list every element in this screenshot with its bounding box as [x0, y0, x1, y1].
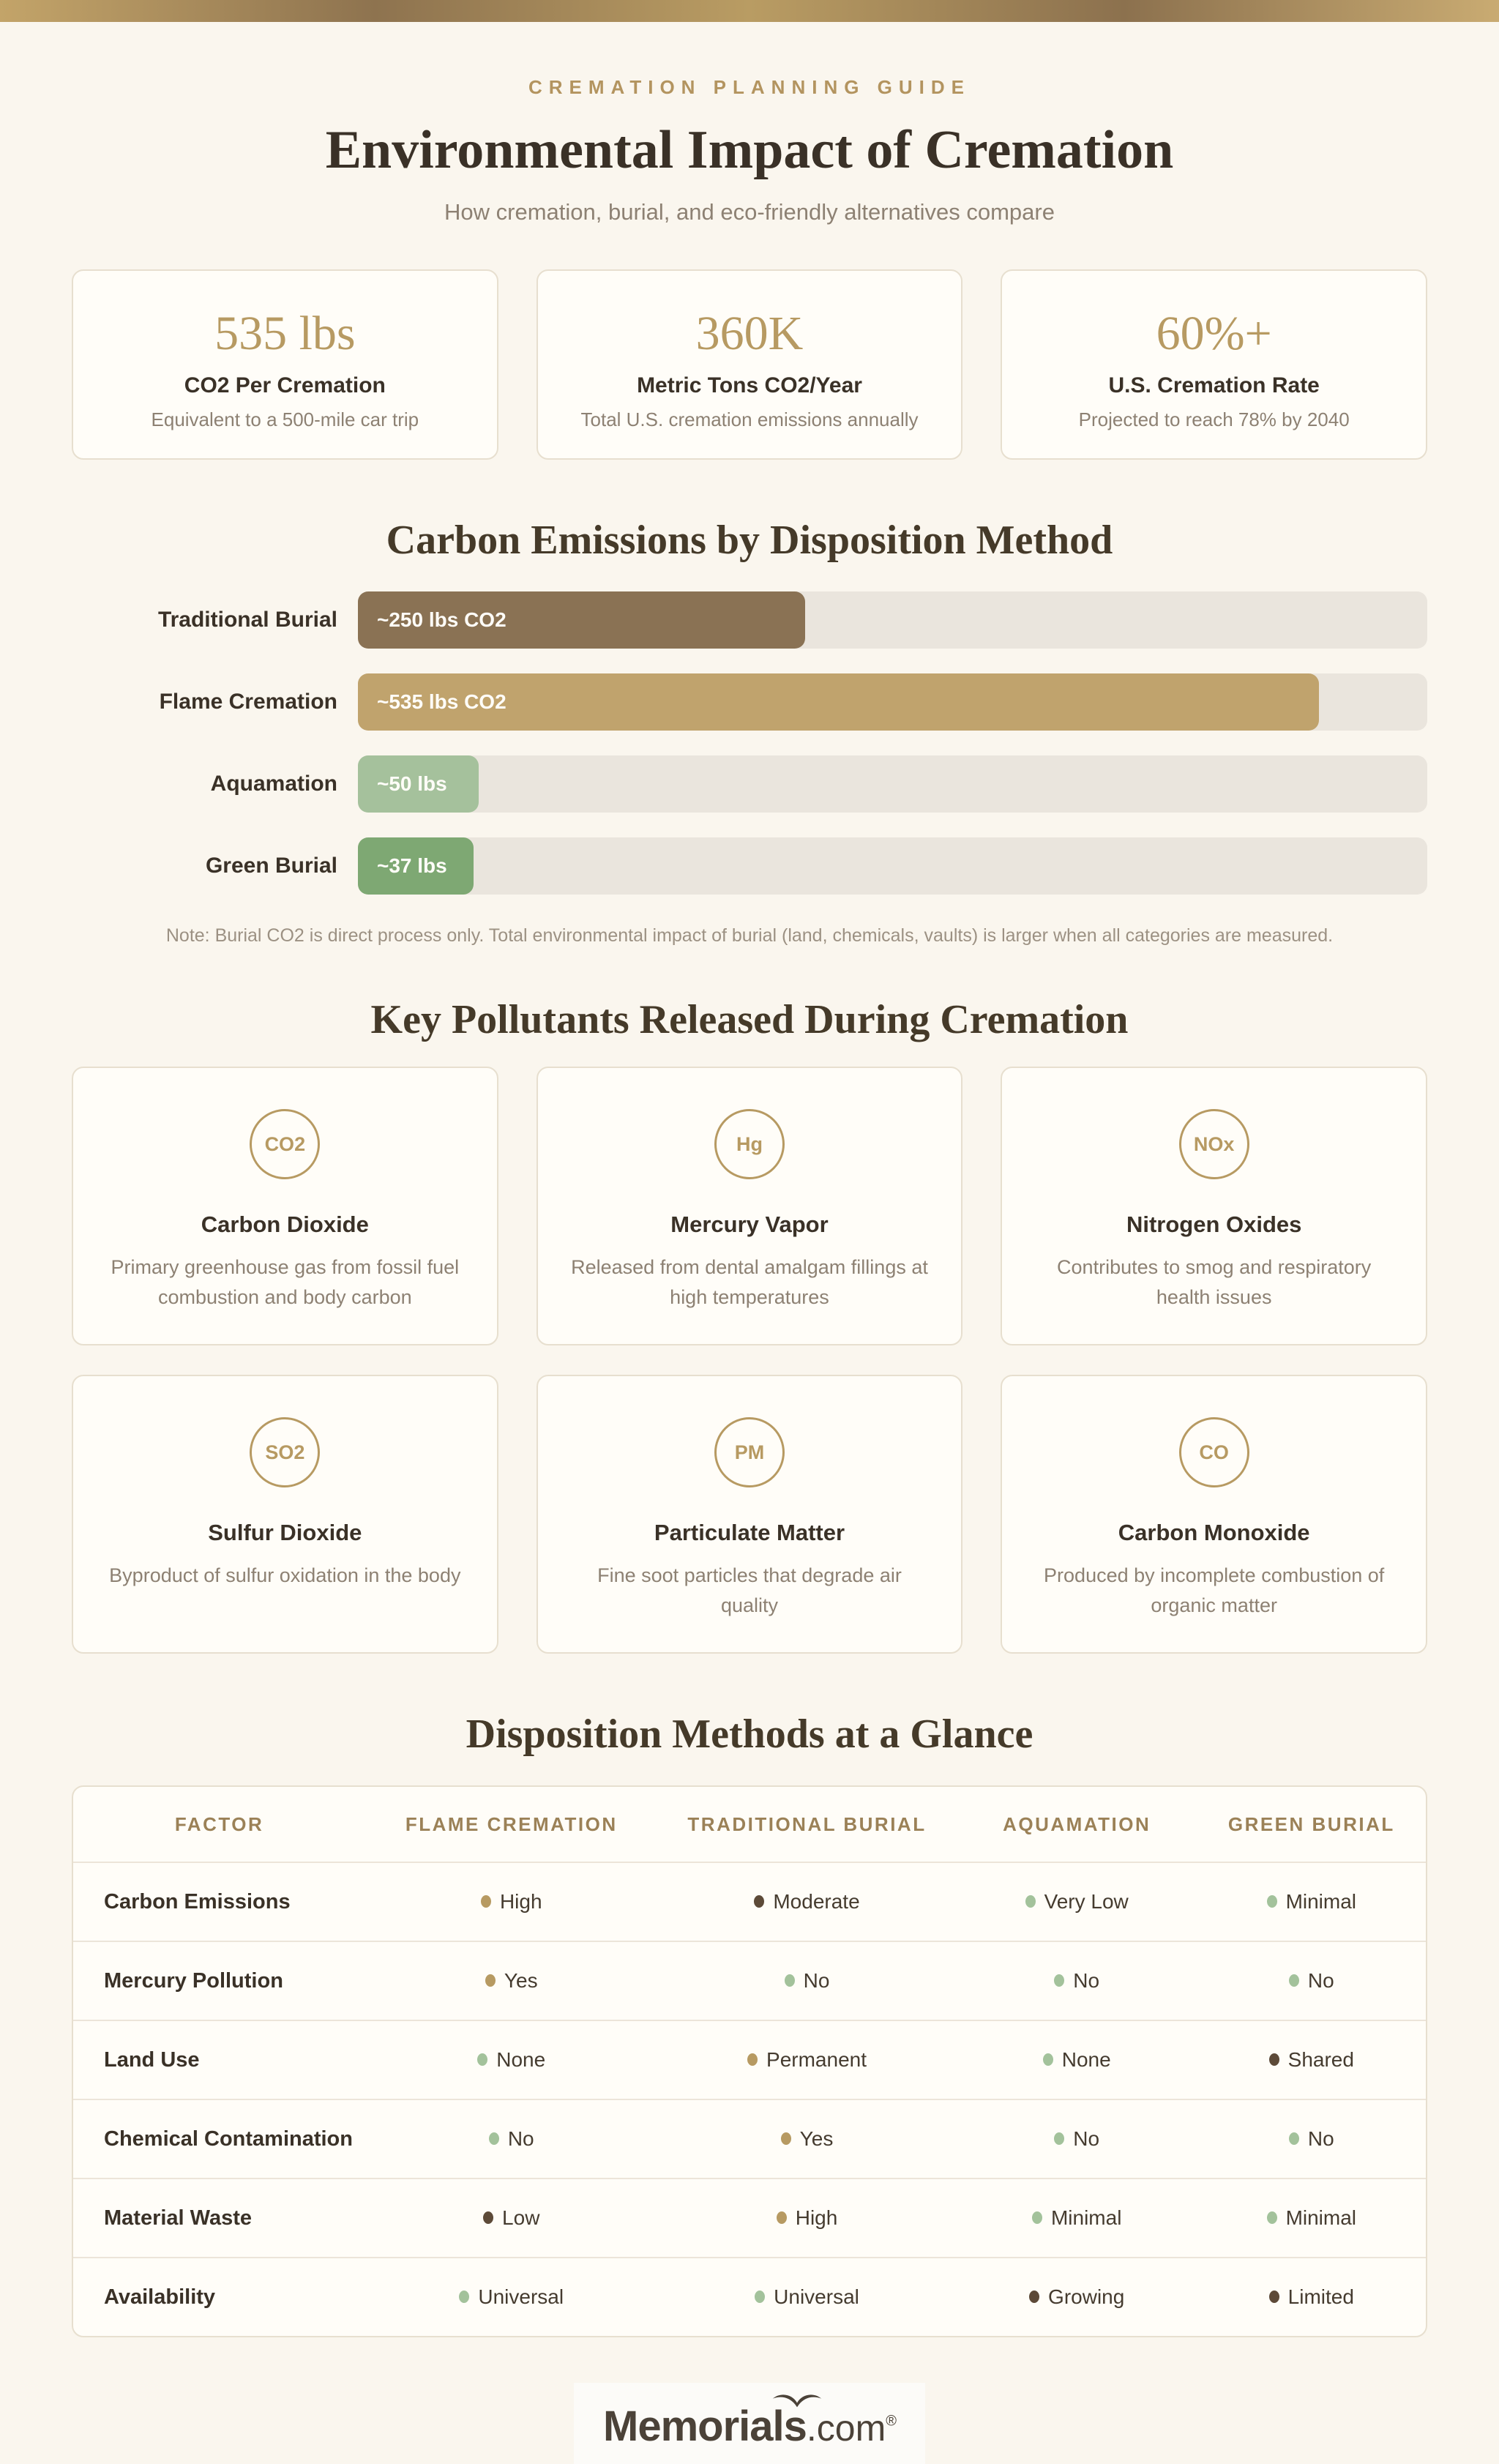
chart-bar-value: ~250 lbs CO2: [377, 608, 506, 631]
status-dot-icon: [1054, 1974, 1064, 1987]
stat-label: U.S. Cremation Rate: [1108, 373, 1320, 397]
table-section-title: Disposition Methods at a Glance: [466, 1711, 1033, 1757]
pollutant-badge-icon: CO: [1179, 1417, 1249, 1487]
chart-bar-value: ~50 lbs: [377, 772, 447, 795]
status-dot-icon: [1269, 2053, 1279, 2066]
table-row: [73, 1941, 1426, 2020]
table-value-cell: [657, 2048, 956, 2072]
status-dot-icon: [477, 2053, 487, 2066]
table-cell-text: No: [1073, 2127, 1100, 2150]
table-value-cell: [657, 2206, 956, 2230]
chart-bar: [358, 755, 479, 813]
chart-category-label: Green Burial: [205, 854, 337, 878]
pollutant-badge-icon: SO2: [250, 1417, 320, 1487]
table-value-cell: [657, 1969, 956, 1993]
pollutant-card: [72, 1375, 498, 1654]
kicker: CREMATION PLANNING GUIDE: [528, 76, 971, 98]
stat-subtext: Projected to reach 78% by 2040: [1078, 408, 1350, 430]
status-dot-icon: [1054, 2132, 1064, 2145]
stat-card: [1001, 269, 1427, 460]
status-dot-icon: [481, 1895, 491, 1908]
stat-label: CO2 Per Cremation: [184, 373, 386, 397]
table-cell-text: High: [499, 1890, 542, 1913]
pollutant-card: [72, 1067, 498, 1345]
chart-row: [72, 755, 1427, 813]
pollutant-card: [537, 1067, 963, 1345]
emissions-bar-chart: [72, 591, 1427, 895]
table-column-header: FLAME CREMATION: [405, 1812, 618, 1835]
pollutant-badge-icon: NOx: [1179, 1109, 1249, 1179]
stat-subtext: Total U.S. cremation emissions annually: [580, 408, 919, 430]
table-cell-text: Universal: [478, 2285, 564, 2308]
table-cell-text: Very Low: [1044, 1890, 1129, 1913]
chart-bar-track: [358, 591, 1427, 649]
table-value-cell: [365, 2206, 657, 2230]
pollutant-name: Carbon Monoxide: [1118, 1520, 1310, 1545]
status-dot-icon: [1289, 2132, 1299, 2145]
table-factor-cell: Land Use: [104, 2047, 200, 2072]
table-cell-text: Shared: [1287, 2048, 1354, 2071]
status-dot-icon: [489, 2132, 499, 2145]
chart-row: [72, 837, 1427, 895]
table-factor-cell: Mercury Pollution: [104, 1968, 283, 1993]
table-value-cell: [365, 2285, 657, 2309]
pollutant-card: [1001, 1375, 1427, 1654]
table-value-cell: [657, 2285, 956, 2309]
pollutant-name: Mercury Vapor: [670, 1212, 829, 1237]
comparison-table: [72, 1785, 1427, 2337]
pollutants-section-title: Key Pollutants Released During Cremation: [370, 997, 1129, 1042]
table-value-cell: [1197, 2285, 1426, 2309]
table-value-cell: [1197, 2206, 1426, 2230]
status-dot-icon: [1032, 2211, 1042, 2224]
pollutant-description: Primary greenhouse gas from fossil fuel combustion and body carbon: [111, 1256, 460, 1308]
logo-suffix-text: .com: [806, 2408, 886, 2449]
table-row: [73, 1862, 1426, 1941]
table-value-cell: [957, 2048, 1197, 2072]
status-dot-icon: [1269, 2291, 1279, 2303]
status-dot-icon: [777, 2211, 787, 2224]
status-dot-icon: [1289, 1974, 1299, 1987]
table-value-cell: [365, 2048, 657, 2072]
chart-row: [72, 673, 1427, 731]
table-cell-text: Permanent: [766, 2048, 867, 2071]
pollutant-name: Particulate Matter: [654, 1520, 845, 1545]
table-factor-cell: Carbon Emissions: [104, 1889, 291, 1914]
pollutant-name: Nitrogen Oxides: [1126, 1212, 1302, 1237]
table-cell-text: High: [795, 2206, 838, 2229]
chart-bar: [358, 591, 805, 649]
status-dot-icon: [483, 2211, 493, 2224]
stat-subtext: Equivalent to a 500-mile car trip: [151, 408, 419, 430]
table-row: [73, 2178, 1426, 2257]
table-value-cell: [957, 2127, 1197, 2151]
stat-value: 360K: [695, 307, 804, 360]
pollutant-card: [537, 1375, 963, 1654]
pollutant-description: Fine soot particles that degrade air quality: [597, 1564, 902, 1616]
table-row: [73, 2257, 1426, 2336]
pollutant-description: Released from dental amalgam fillings at high temperatures: [571, 1256, 928, 1308]
stat-cards: [72, 269, 1427, 460]
table-column-header: TRADITIONAL BURIAL: [687, 1812, 927, 1835]
table-row: [73, 2099, 1426, 2178]
chart-bar-track: [358, 755, 1427, 813]
chart-bar: [358, 673, 1319, 731]
pollutant-badge-icon: PM: [714, 1417, 785, 1487]
table-value-cell: [1197, 1890, 1426, 1914]
footer: [72, 2383, 1427, 2464]
table-value-cell: [365, 1890, 657, 1914]
table-cell-text: None: [1061, 2048, 1111, 2071]
table-cell-text: No: [1073, 1969, 1100, 1992]
page-title: Environmental Impact of Cremation: [325, 120, 1174, 180]
bird-icon: [770, 2390, 824, 2411]
chart-bar: [358, 837, 474, 895]
table-cell-text: Limited: [1287, 2285, 1354, 2308]
pollutant-cards: [72, 1067, 1427, 1654]
status-dot-icon: [1043, 2053, 1053, 2066]
status-dot-icon: [459, 2291, 469, 2303]
table-cell-text: Minimal: [1285, 2206, 1357, 2229]
status-dot-icon: [747, 2053, 758, 2066]
table-factor-cell: Material Waste: [104, 2206, 252, 2230]
table-cell-text: No: [507, 2127, 534, 2150]
stat-card: [72, 269, 498, 460]
status-dot-icon: [755, 2291, 765, 2303]
pollutant-badge-icon: CO2: [250, 1109, 320, 1179]
pollutant-card: [1001, 1067, 1427, 1345]
table-value-cell: [365, 1969, 657, 1993]
table-cell-text: None: [496, 2048, 546, 2071]
table-value-cell: [957, 2206, 1197, 2230]
stat-value: 60%+: [1156, 307, 1272, 360]
pollutant-description: Produced by incomplete combustion of organic matter: [1044, 1564, 1385, 1616]
table-cell-text: Yes: [799, 2127, 834, 2150]
status-dot-icon: [785, 1974, 795, 1987]
table-cell-text: No: [1307, 1969, 1334, 1992]
chart-bar-track: [358, 673, 1427, 731]
brand-logo: [574, 2383, 925, 2464]
pollutant-description: Contributes to smog and respiratory health issues: [1057, 1256, 1372, 1308]
status-dot-icon: [781, 2132, 791, 2145]
logo-main-text: Memorials: [603, 2403, 807, 2450]
page-subtitle: How cremation, burial, and eco-friendly alternatives compare: [444, 199, 1055, 225]
table-value-cell: [1197, 1969, 1426, 1993]
chart-bar-track: [358, 837, 1427, 895]
status-dot-icon: [754, 1895, 764, 1908]
brand-gradient-bar: [0, 0, 1499, 22]
status-dot-icon: [1267, 2211, 1277, 2224]
chart-section-title: Carbon Emissions by Disposition Method: [386, 518, 1113, 563]
table-value-cell: [1197, 2048, 1426, 2072]
table-cell-text: Minimal: [1050, 2206, 1122, 2229]
table-column-header: AQUAMATION: [1003, 1812, 1151, 1835]
table-column-header: FACTOR: [174, 1812, 264, 1835]
table-body: [73, 1862, 1426, 2336]
status-dot-icon: [1029, 2291, 1039, 2303]
status-dot-icon: [1267, 1895, 1277, 1908]
table-value-cell: [957, 2285, 1197, 2309]
table-value-cell: [957, 1890, 1197, 1914]
table-row: [73, 2020, 1426, 2099]
pollutant-name: Carbon Dioxide: [201, 1212, 369, 1237]
chart-category-label: Aquamation: [210, 772, 337, 796]
pollutant-name: Sulfur Dioxide: [208, 1520, 362, 1545]
table-value-cell: [957, 1969, 1197, 1993]
status-dot-icon: [1025, 1895, 1036, 1908]
table-cell-text: Universal: [774, 2285, 859, 2308]
stat-label: Metric Tons CO2/Year: [637, 373, 862, 397]
table-value-cell: [365, 2127, 657, 2151]
pollutant-badge-icon: Hg: [714, 1109, 785, 1179]
chart-row: [72, 591, 1427, 649]
table-header-row: [73, 1787, 1426, 1862]
chart-category-label: Traditional Burial: [157, 608, 337, 632]
chart-bar-value: ~535 lbs CO2: [377, 690, 506, 713]
table-cell-text: Yes: [504, 1969, 538, 1992]
table-factor-cell: Availability: [104, 2285, 216, 2309]
table-cell-text: Moderate: [773, 1890, 860, 1913]
chart-category-label: Flame Cremation: [159, 690, 337, 714]
status-dot-icon: [485, 1974, 496, 1987]
table-cell-text: No: [803, 1969, 830, 1992]
table-value-cell: [1197, 2127, 1426, 2151]
table-value-cell: [657, 2127, 956, 2151]
stat-card: [537, 269, 963, 460]
pollutant-description: Byproduct of sulfur oxidation in the body: [109, 1564, 461, 1586]
chart-note: Note: Burial CO2 is direct process only. Total environmental impact of burial (land, chemicals, vaults) is larger when all categories are measured.: [165, 925, 1334, 946]
table-cell-text: No: [1307, 2127, 1334, 2150]
table-cell-text: Low: [502, 2206, 540, 2229]
table-cell-text: Growing: [1048, 2285, 1125, 2308]
table-cell-text: Minimal: [1285, 1890, 1357, 1913]
chart-bar-value: ~37 lbs: [377, 854, 447, 877]
table-factor-cell: Chemical Contamination: [104, 2127, 353, 2151]
registered-trademark: ®: [886, 2413, 896, 2430]
table-value-cell: [657, 1890, 956, 1914]
table-column-header: GREEN BURIAL: [1227, 1812, 1395, 1835]
stat-value: 535 lbs: [214, 307, 356, 360]
